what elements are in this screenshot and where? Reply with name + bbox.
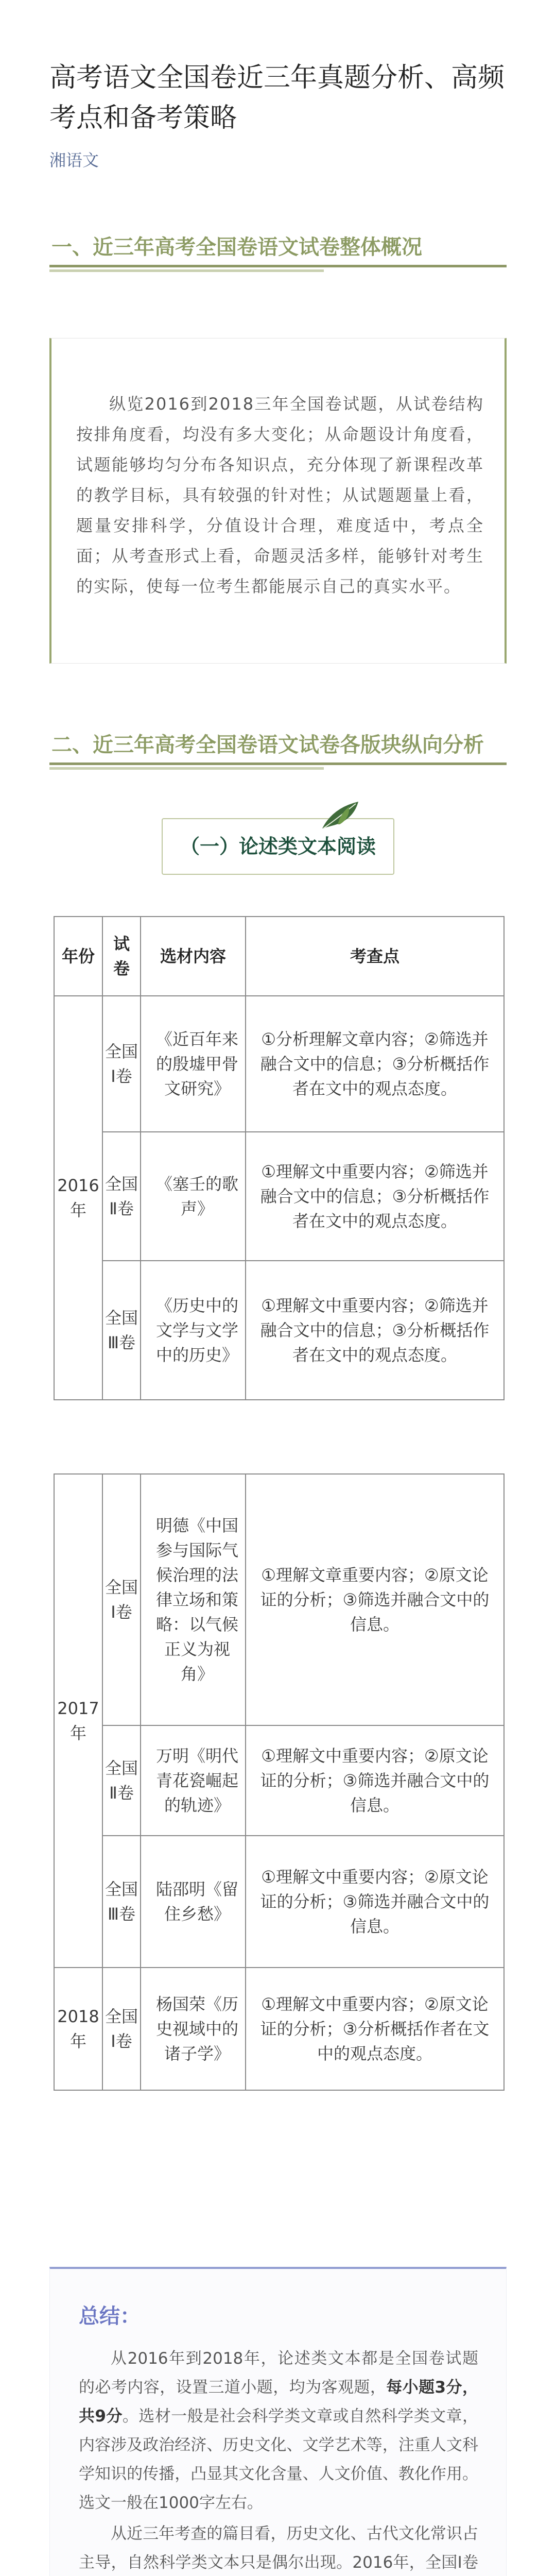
- points-cell: ①理解文中重要内容；②筛选并融合文中的信息；③分析概括作者在文中的观点态度。: [246, 1132, 504, 1261]
- bold-run: 每小题3分，共9分: [79, 2378, 478, 2426]
- section-2-heading-text: 二、近三年高考全国卷语文试卷各版块纵向分析: [51, 733, 484, 757]
- paper-cell: 全国Ⅲ卷: [102, 1261, 141, 1400]
- points-cell: ①理解文章重要内容；②原文论证的分析；③筛选并融合文中的信息。: [246, 1474, 504, 1725]
- table-row: [54, 1968, 504, 2090]
- content-cell: 明德《中国参与国际气候治理的法律立场和策略：以气候正义为视角》: [141, 1474, 246, 1725]
- points-cell: ①理解文中重要内容；②筛选并融合文中的信息；③分析概括作者在文中的观点态度。: [246, 1261, 504, 1400]
- text-run: 从2016年到2018年，论述类文本都是全国卷试题的必考内容，设置三道小题，均为客观题，: [79, 2349, 478, 2397]
- content-cell: 陆邵明《留住乡愁》: [141, 1836, 246, 1968]
- table-row: [54, 1836, 504, 1968]
- table-row: [54, 1474, 504, 1725]
- analysis-table-2016: [54, 916, 505, 1400]
- heading-underline-light: [49, 767, 324, 770]
- section-1-heading: [49, 233, 507, 272]
- paper-cell: 全国Ⅱ卷: [102, 1132, 141, 1261]
- article-title: 高考语文全国卷近三年真题分析、高频考点和备考策略: [49, 62, 505, 133]
- content-cell: 《历史中的文学与文学中的历史》: [141, 1261, 246, 1400]
- leaf-icon: [317, 798, 363, 834]
- content-cell: 杨国荣《历史视域中的诸子学》: [141, 1968, 246, 2090]
- paper-cell: 全国Ⅲ卷: [102, 1836, 141, 1968]
- content-cell: 万明《明代青花瓷崛起的轨迹》: [141, 1725, 246, 1836]
- summary-paragraph-2: [79, 2519, 478, 2576]
- points-cell: ①分析理解文章内容；②筛选并融合文中的信息；③分析概括作者在文中的观点态度。: [246, 996, 504, 1132]
- module-label-box: [162, 818, 394, 875]
- paper-cell: 全国Ⅰ卷: [102, 1474, 141, 1725]
- table-row: [54, 1725, 504, 1836]
- table-row: [54, 1261, 504, 1400]
- year-cell: 2017年: [54, 1474, 102, 1968]
- year-cell: 2018年: [54, 1968, 102, 2090]
- table-row: [54, 996, 504, 1132]
- intro-paragraph: 纵览2016到2018三年全国卷试题，从试卷结构按排角度看，均没有多大变化；从命题设计角度看，试题能够均匀分布各知识点，充分体现了新课程改革的教学目标，具有较强的针对性；从试题题量上看，题量安排科学，分值设计合理，难度适中，考点全面；从考查形式上看，命题灵活多样，能够针对考生的实际，使每一位考生都能展示自己的真实水平。: [76, 394, 484, 596]
- module-label: （一）论述类文本阅读: [180, 835, 376, 858]
- analysis-table-2017-2018: [54, 1473, 505, 2091]
- intro-box: [49, 338, 507, 664]
- text-run: 。选材一般是社会科学类文章或自然科学类文章，内容涉及政治经济、历史文化、文学艺术等，注重人文科学知识的传播，凸显其文化含量、人文价值、教化作用。选文一般在1000字左右。: [79, 2407, 478, 2512]
- content-cell: 《塞壬的歌声》: [141, 1132, 246, 1261]
- heading-underline: [49, 762, 507, 765]
- table-header-row: [54, 917, 504, 996]
- header-year: 年份: [54, 917, 102, 996]
- year-cell: 2016年: [54, 996, 102, 1400]
- section-1-heading-text: 一、近三年高考全国卷语文试卷整体概况: [51, 235, 422, 259]
- paper-cell: 全国Ⅰ卷: [102, 996, 141, 1132]
- table-row: [54, 1132, 504, 1261]
- heading-underline-light: [49, 269, 324, 272]
- points-cell: ①理解文中重要内容；②原文论证的分析；③筛选并融合文中的信息。: [246, 1836, 504, 1968]
- paper-cell: 全国Ⅰ卷: [102, 1968, 141, 2090]
- content-cell: 《近百年来的殷墟甲骨文研究》: [141, 996, 246, 1132]
- paper-cell: 全国Ⅱ卷: [102, 1725, 141, 1836]
- text-run: 从近三年考查的篇目看，历史文化、古代文化常识占主导，自然科学类文本只是偶尔出现。2016年，全国Ⅰ卷: [79, 2524, 478, 2572]
- points-cell: ①理解文中重要内容；②原文论证的分析；③分析概括作者在文中的观点态度。: [246, 1968, 504, 2090]
- header-points: 考查点: [246, 917, 504, 996]
- summary-paragraph-1: [79, 2344, 478, 2517]
- points-cell: ①理解文中重要内容；②原文论证的分析；③筛选并融合文中的信息。: [246, 1725, 504, 1836]
- header-paper: 试卷: [102, 917, 141, 996]
- summary-card: [49, 2267, 507, 2576]
- summary-heading: 总结：: [79, 2304, 141, 2328]
- heading-underline: [49, 265, 507, 267]
- section-2-heading: [49, 731, 507, 770]
- header-content: 选材内容: [141, 917, 246, 996]
- author-link[interactable]: 湘语文: [49, 150, 99, 170]
